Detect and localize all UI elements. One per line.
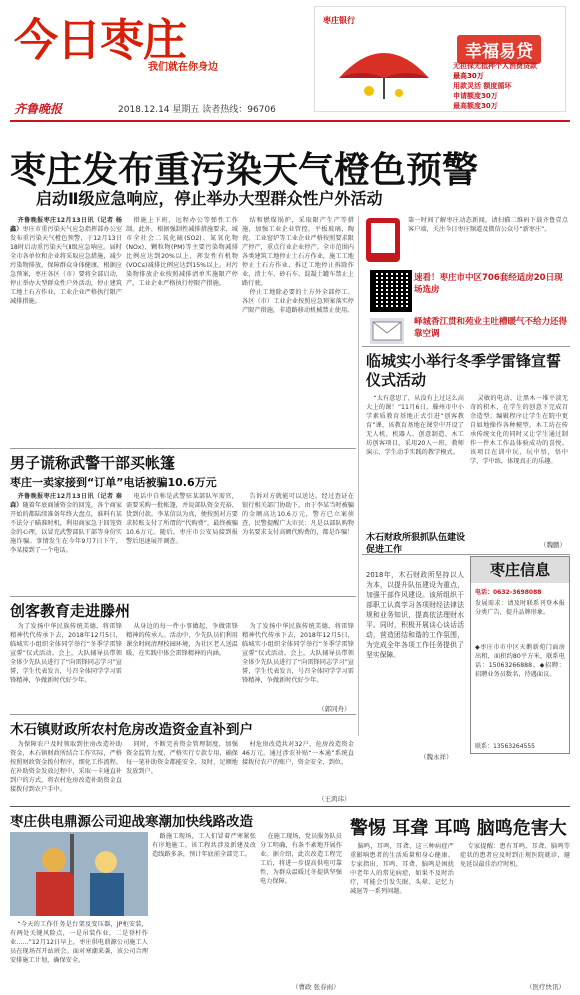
lead-subhead: 启动Ⅱ级应急响应，停止举办大型群众性户外活动 [36, 189, 383, 208]
power-col-3 [260, 832, 342, 982]
lead-col3b-text: 停止工地除必要的土方外全部停工。各区（市）工业企业按照应急预案落实停产限产措施，非道路移动机械禁止使用。 [242, 289, 354, 314]
power-col-1 [10, 920, 148, 992]
info-ad-listings: ◆枣庄市市中区天鹅新苑门面房出租，面积约80平方米，联系电话：15063266888。◆招聘：招聘业务员数名，待遇面议。 [475, 644, 565, 678]
column-divider [358, 216, 359, 736]
power-col-2 [152, 832, 256, 992]
funds-body: 为保障农户及时领取到住房改造补助资金，木石镇财政所结合工作实际，严格按照财政资金拨付程序，细化工作流程。在补助资金发放过程中，采取一卡通直补到户的方式，将农村危房改造补助资金直接拨付到农户手中。 [10, 741, 122, 793]
sidebar-rule [362, 346, 570, 347]
funds-headline: 木石镇财政所农村危房改造资金直补到户 [10, 722, 253, 738]
fraud-col-1 [10, 492, 122, 592]
qr-code-icon [370, 270, 412, 312]
app-phone-icon [366, 218, 400, 262]
info-ad-title: 枣庄信息 [471, 557, 569, 583]
lead-col3-text: 结和燃煤锅炉，采取限产生产等措施，加强工业企业管控。平板玻璃、陶瓷、工业窑炉等工业企业严格按照要求限产停产，重点行业企业停产。全市范围内各类建筑工地停止土石方作业，施工工地停止土石方作业、拆迁工地停止拆除作业，渣土车、砂石车、混凝土罐车禁止上路行驶。 [242, 217, 354, 287]
lead-col-3 [242, 216, 354, 444]
lead-headline: 枣庄发布重污染天气橙色预警 [10, 149, 479, 191]
funds-byline: （王鸿玮） [318, 795, 351, 803]
maker-byline: （郭同舟） [318, 705, 351, 713]
sidebar-notice: 第一时间了解枣庄动态新闻，请扫描二维码下载齐鲁壹点客户端，关注今日枣庄频道及微信公众号“新枣庄”。 [408, 217, 568, 233]
alert-body: 脑鸣，耳鸣，耳聋，这三种病症严重影响患者的生活质量和身心健康。专家指出，耳鸣、耳聋、脑鸣是困扰中老年人的常见病症，如果不及时治疗，可能会引发失眠、头晕、记忆力减退等一系列问题。 [350, 843, 454, 895]
masthead-brand: 齐鲁晚报 [14, 102, 63, 116]
fraud-col-2 [126, 492, 238, 592]
funds-body-3: 村危房改造共对32户，危房改造资金46万元。通过涉农补贴“一本通”系统直接拨付农户的账户，资金安全、到位。 [242, 741, 354, 766]
ad-line-5: 最高额度30万 [453, 102, 498, 110]
power-body-3: 路施工现场，工人们冒着严寒紧张有序地施工。该工程共涉及新建及改造线路多条，预计年底前全部完工。 [152, 833, 256, 858]
alert-col-1 [350, 842, 454, 988]
maker-col-1 [10, 622, 122, 712]
maker-col-3 [242, 622, 354, 702]
ad-line-2: 最高30万 [453, 72, 484, 80]
power-headline: 枣庄供电鼎源公司迎战寒潮加快线路改造 [10, 814, 253, 830]
fraud-col3-text: 告诉对方就能可以送达。经过查证在银行相关部门协助下，由于李某当时被骗的金额高达10.6万元，警方已立案侦查，民警提醒广大市民：凡是以部队购物为名要求支付高额代购费的，都是诈骗！ [242, 493, 354, 536]
funds-col-2 [126, 740, 238, 802]
maker-body: 为了发扬中华民族传统美德，将雷锋精神代代传承下去，2018年12月5日，临城实小组织全体同学举行“冬季学雷锋宣誓”仪式活动。会上，大队辅导员带领全体少先队员进行了“向雷锋同志学习”宣誓，学生代表发言，号召全体同学学习雷锋精神，争做新时代好少年。 [10, 623, 122, 684]
maker-col-2 [126, 622, 238, 712]
info-ad [470, 556, 570, 754]
volunteer-body-2: 灵敏的电动、让黑木一堆平淡无奇的积木，在学生的创意下完成百余造型；编辑程序让学生在院中更自如地操作各种模型。木工坊在传承传统文化的同时又让学生通过制作一件木工作品体验成功的喜悦。该项目在训中玩、玩中悟，悟中学，学中练，体现真正的乐趣。 [470, 395, 568, 465]
rule-funds [10, 714, 356, 715]
lead-col-2 [126, 216, 238, 444]
cadre-byline: （魏永祥） [420, 753, 453, 761]
maker-headline: 创客教育走进滕州 [10, 602, 131, 620]
volunteer-col-2 [470, 394, 568, 540]
fraud-subhead: 枣庄一卖家接到“订单”电话被骗10.6万元 [10, 476, 217, 489]
maker-body-2: 从身边的每一件小事做起，争做雷锋精神的传承人。活动中，少先队员们利用课余时间清理校园环境，为社区老人送温暖，在实践中体会雷锋精神的内涵。 [126, 623, 238, 657]
cadre-body: 2018年，木石财政所坚持以人为本，以提升队伍建设为重点，加强干部作风建设。该所组织干部职工认真学习各项财经法律法规和业务知识，提高依法理财水平。同时，积极开展谈心谈话活动，营造团结和谐的工作氛围，为完成全年各项工作任务提供了坚实保障。 [366, 571, 464, 659]
info-ad-phone: 电话：0632-3698088 [475, 589, 542, 596]
volunteer-col-1 [366, 394, 464, 550]
ad-line-3: 用款灵活 额度循环 [453, 82, 512, 90]
fraud-col-3 [242, 492, 354, 592]
info-ad-body: 发展需求：请及时联系刊登本报分类广告，提升品牌形象。 [475, 600, 565, 616]
masthead-tagline: 我们就在你身边 [148, 62, 218, 73]
masthead-dateline: 2018.12.14 星期五 读者热线：96706 [118, 105, 276, 115]
alert-col-2 [460, 842, 570, 978]
power-photo [10, 832, 148, 916]
volunteer-body-1: “太有意思了，从没有上过这么高大上的课！”11月6日，滕州市中小学素质教育基地正式引进“创客教育”课，该教育基地在课堂中开设了无人机、机器人、创意制造、木工坊创客项目，采用20人一班，教师演示、学生动手实践的教学模式。 [366, 395, 464, 456]
fraud-col1-text: 随着年底商铺资金的回笼，各个商家开始的都陆续准备年终大盘点，谁料有某不法分子瞄准时机，利用商家急于回笼资金的心理，以冒充武警部队干部等身份实施诈骗。事情发生在今年9月7日下午，李某接到了一个电话。 [10, 502, 122, 554]
rule-maker [10, 596, 356, 597]
umbrella-icon [329, 33, 439, 103]
funds-col-3 [242, 740, 354, 802]
alert-body-2: 专家提醒：患有耳鸣、耳聋、脑鸣等症状的患者应及时到正规医院就诊，避免延误最佳治疗时机。 [460, 843, 570, 868]
ad-line-4: 申请额度30万 [453, 92, 498, 100]
ad-title: 幸福易贷 [457, 35, 541, 64]
fraud-dateline: 齐鲁晚报枣庄12月13日讯（记者 秦森） [10, 493, 122, 509]
bank-ad [314, 6, 566, 112]
fraud-headline: 男子谎称武警干部买帐篷 [10, 454, 176, 472]
rule-power [10, 806, 570, 807]
masthead-logo: 今日枣庄 [14, 15, 186, 66]
lead-dateline: 齐鲁晚报枣庄12月13日讯（记者 杨鑫） [10, 217, 122, 233]
alert-headline: 警惕 耳聋 耳鸣 脑鸣危害大 [350, 818, 567, 839]
envelope-icon [370, 318, 404, 344]
sidebar-item-2: 峄城香江贯和苑业主吐槽暖气不给力还得靠空调 [414, 317, 568, 339]
cadre-headline: 木石财政所狠抓队伍建设促进工作 [366, 533, 466, 555]
lead-col1-text: 枣庄市重污染天气应急指挥部办公室发布重污染天气橙色预警，于12月13日18时启动重污染天气Ⅱ级应急响应。届时全市各单位和企业将采取应急措施，减少污染物排放，保障群众身体健康。根据应急预案，枣庄各区（市）要将全部启动，停止举办大型群众性户外活动，停止建筑工地土石方作业，工业企业严格执行限产减排措施。 [10, 226, 122, 305]
lead-col-1 [10, 216, 122, 444]
funds-body-2: 同时，不断完善资金管理制度，加强资金监管力度，严格实行专款专用，确保每一笔补助资金都能安全、及时、足额地发放到户。 [126, 741, 238, 775]
alert-byline: （医疗快讯） [526, 983, 565, 991]
bank-logo: 枣庄银行 [323, 16, 355, 25]
fraud-col2-text: 电话中自称是武警驻某部队军需官，需要采购一批帐篷，并说部队资金充裕，货到付款。李某信以为真，便按照对方要求转账支付了所谓的“代购费”，最终被骗10.6万元。随后，枣庄市公安局接到报警后迅速展开调查。 [126, 493, 238, 545]
lead-col2-text: 措施上下班，远程办公等弹性工作制。此外，根据强制性减排措施要求，城市全社会二氧化硫(SO2)、氮氧化物(NOx)、颗粒物(PM)等主要污染物减排比例应达到20%以上，挥发性有机物(VOCs)减排比例应达到15%以上。对污染物排放企业按照减排清单实施限产停产，工业企业严格执行停限产措施。 [126, 217, 238, 287]
sidebar-item-1: 速看！枣庄市中区706套经适房20日现场选房 [414, 273, 563, 295]
volunteer-byline: （魏鹏） [540, 541, 566, 549]
maker-body-3: 为了发扬中华民族传统美德，将雷锋精神代代传承下去，2018年12月5日，临城实小组织全体同学举行“冬季学雷锋宣誓”仪式活动。会上，大队辅导员带领全体少先队员进行了“向雷锋同志学习”宣誓，学生代表发言，号召全体同学学习雷锋精神，争做新时代好少年。 [242, 623, 354, 684]
volunteer-headline: 临城实小举行冬季学雷锋宣誓仪式活动 [366, 352, 562, 389]
power-byline: （曹政 张春雨） [292, 983, 340, 991]
ad-line-1: 无担保无抵押个人消费贷款 [453, 62, 537, 70]
rule-fraud [10, 448, 356, 449]
funds-col-1 [10, 740, 122, 802]
power-body-2: 在施工现场，党员服务队员分工明确，有条不紊地开展作业。据介绍，此次改造工程完工后，将进一步提高供电可靠性，为群众温暖过冬提供坚强电力保障。 [260, 833, 342, 885]
masthead-rule [10, 120, 570, 122]
info-ad-phone2: 联系：13563264555 [475, 743, 535, 750]
power-body-1: “今天的工作任务是台架及变压器，JP柜安装，有两处关键风险点，一是吊装作业，二是登杆作业……”12月12日早上，枣庄供电鼎源公司施工人员在现场召开站班会。面对寒潮来袭，该公司合理安排施工计划，确保安全。 [10, 921, 148, 964]
